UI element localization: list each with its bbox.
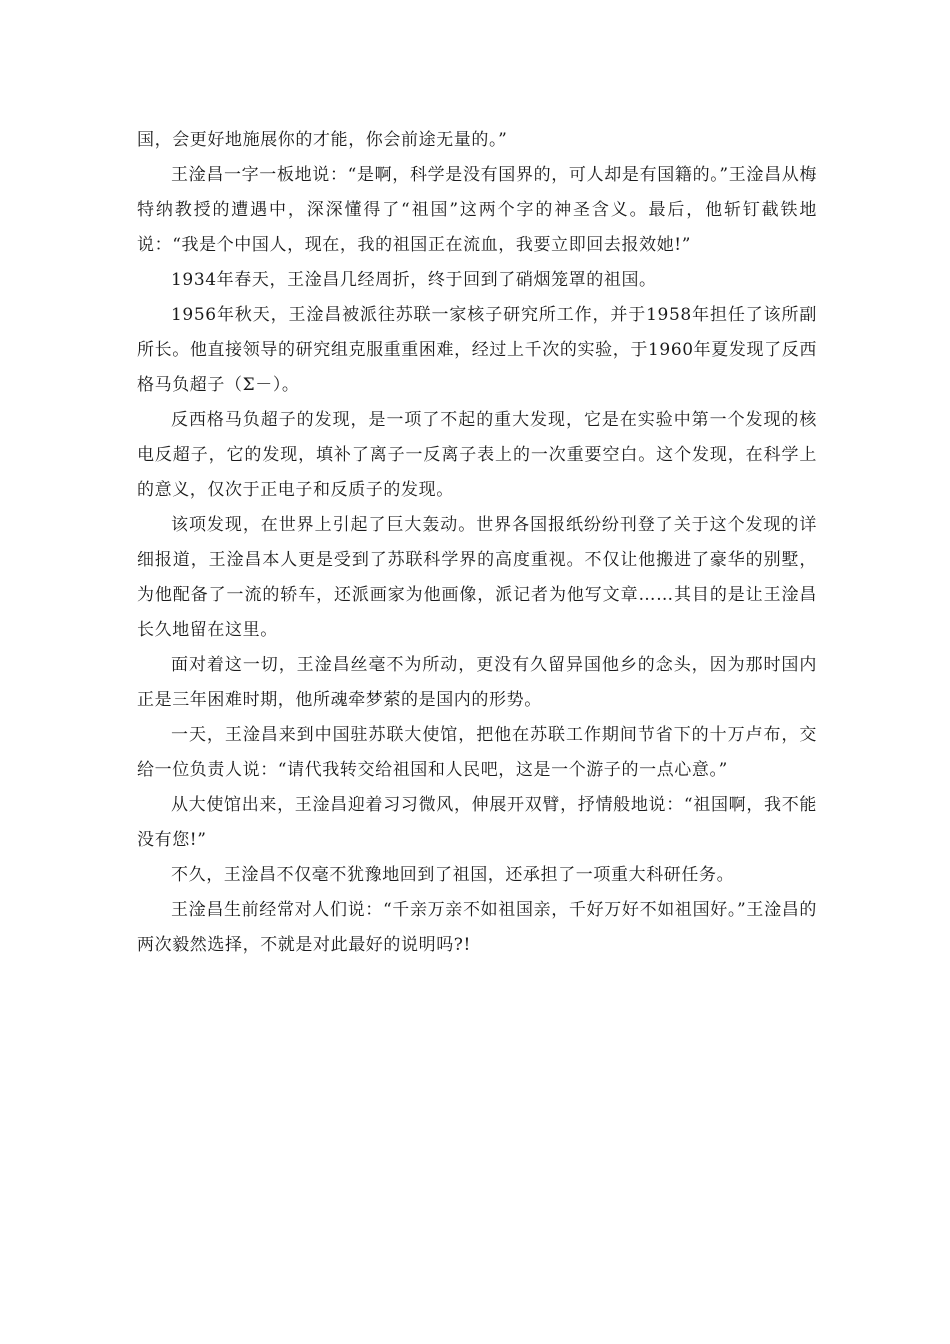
paragraph: 面对着这一切，王淦昌丝毫不为所动，更没有久留异国他乡的念头，因为那时国内正是三年困难时期，他所魂牵梦萦的是国内的形势。 <box>137 655 817 710</box>
article-body <box>137 123 817 963</box>
paragraph: 一天，王淦昌来到中国驻苏联大使馆，把他在苏联工作期间节省下的十万卢布，交给一位负责人说：“请代我转交给祖国和人民吧，这是一个游子的一点心意。” <box>137 725 817 780</box>
paragraph: 从大使馆出来，王淦昌迎着习习微风，伸展开双臂，抒情般地说：“祖国啊，我不能没有您!” <box>137 795 817 850</box>
paragraph: 1934年春天，王淦昌几经周折，终于回到了硝烟笼罩的祖国。 <box>171 270 657 290</box>
paragraph: 该项发现，在世界上引起了巨大轰动。世界各国报纸纷纷刊登了关于这个发现的详细报道，王淦昌本人更是受到了苏联科学界的高度重视。不仅让他搬进了豪华的别墅，为他配备了一流的轿车，还派画家为他画像，派记者为他写文章……其目的是让王淦昌长久地留在这里。 <box>137 515 817 640</box>
paragraph: 反西格马负超子的发现，是一项了不起的重大发现，它是在实验中第一个发现的核电反超子，它的发现，填补了离子一反离子表上的一次重要空白。这个发现，在科学上的意义，仅次于正电子和反质子的发现。 <box>137 410 817 500</box>
paragraph: 王淦昌生前经常对人们说：“千亲万亲不如祖国亲，千好万好不如祖国好。”王淦昌的两次毅然选择，不就是对此最好的说明吗?! <box>137 900 817 955</box>
paragraph: 王淦昌一字一板地说：“是啊，科学是没有国界的，可人却是有国籍的。”王淦昌从梅特纳教授的遭遇中，深深懂得了“祖国”这两个字的神圣含义。最后，他斩钉截铁地说：“我是个中国人，现在，我的祖国正在流血，我要立即回去报效她!” <box>137 165 817 255</box>
paragraph: 不久，王淦昌不仅毫不犹豫地回到了祖国，还承担了一项重大科研任务。 <box>171 865 735 885</box>
paragraph: 1956年秋天，王淦昌被派往苏联一家核子研究所工作，并于1958年担任了该所副所长。他直接领导的研究组克服重重困难，经过上千次的实验，于1960年夏发现了反西格马负超子（Σ－）。 <box>137 305 817 395</box>
paragraph-continuation: 国，会更好地施展你的才能，你会前途无量的。” <box>137 130 508 150</box>
